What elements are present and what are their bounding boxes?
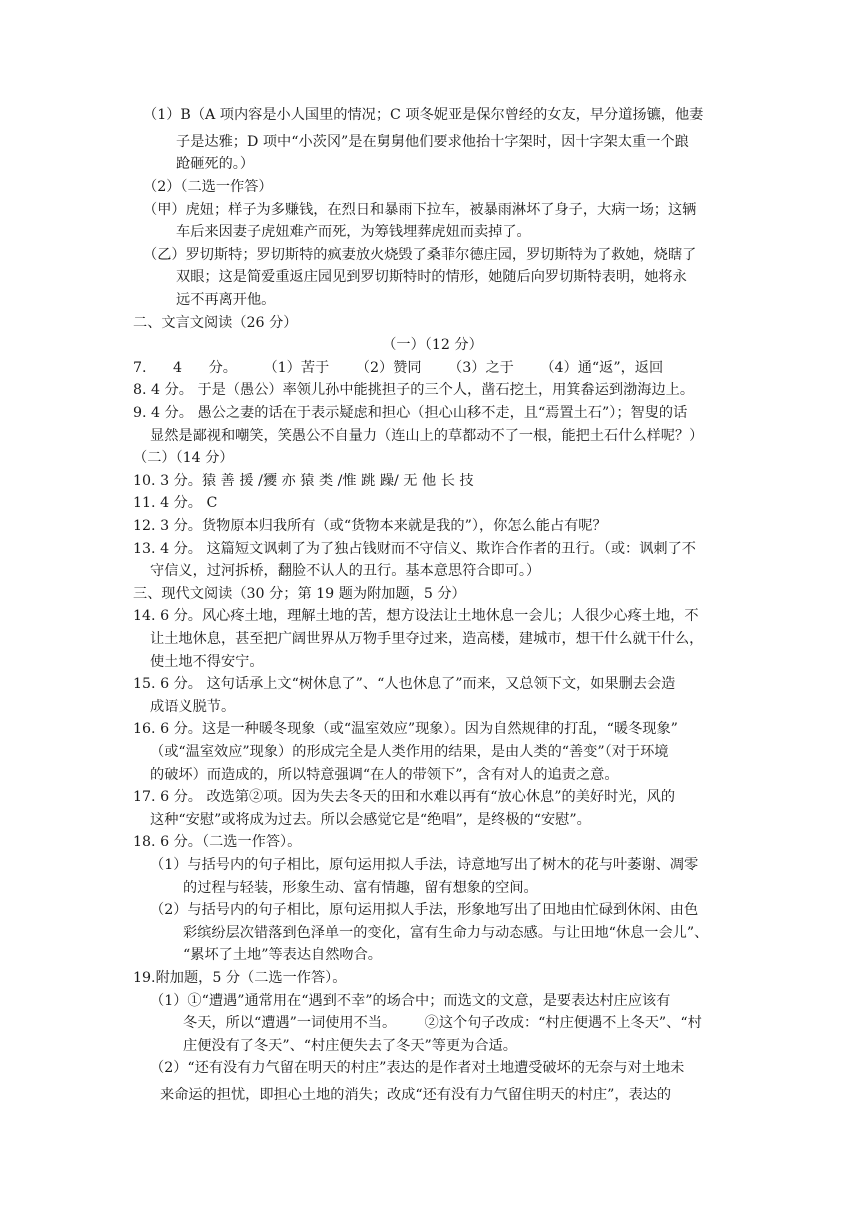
text-line: 11. 4 分。 C <box>133 495 218 511</box>
text-line: （2）与括号内的句子相比，原句运用拟人手法，形象地写出了田地由忙碌到休闲、由色 <box>150 902 699 918</box>
text-line: 使土地不得安宁。 <box>150 654 264 670</box>
subsection-heading: （一）（12 分） <box>382 337 483 353</box>
text-line: 10. 3 分。猿 善 援 /獿 亦 猿 类 /惟 跳 躁/ 无 他 长 技 <box>133 473 474 489</box>
text-line: 冬天，所以“遭遇”一词使用不当。 ②这个句子改成：“村庄便遇不上冬天”、“村 <box>183 1015 702 1031</box>
text-line: 7. 4 分。 （1）苦于 （2）赞同 （3）之于 （4）通“返”，返回 <box>133 360 664 376</box>
text-line: 的过程与轻装，形象生动、富有情趣，留有想象的空间。 <box>183 880 538 896</box>
text-line: （甲）虎妞；样子为多赚钱，在烈日和暴雨下拉车，被暴雨淋坏了身子，大病一场；这辆 <box>143 202 697 218</box>
text-line: 的破坏）而造成的，所以特意强调“在人的带领下”，含有对人的追责之意。 <box>150 767 619 783</box>
text-line: 14. 6 分。风心疼土地，理解土地的苦，想方设法让土地休息一会儿；人很少心疼土地，不 <box>133 608 699 624</box>
text-line: 8. 4 分。 于是（愚公）率领儿孙中能挑担子的三个人，凿石挖土，用箕畚运到渤海边上。 <box>133 382 695 398</box>
text-line: “累坏了土地”等表达自然吻合。 <box>183 947 382 963</box>
text-line: （1）B（A 项内容是小人国里的情况；C 项冬妮亚是保尔曾经的女友，早分道扬镳，他妻 <box>143 107 704 123</box>
text-line: 彩缤纷层次错落到色泽单一的变化，富有生命力与动态感。与让田地“休息一会儿”、 <box>183 925 709 941</box>
text-line: 远不再离开他。 <box>176 292 276 308</box>
text-line: 子是达雅；D 项中“小茨冈”是在舅舅他们要求他抬十字架时，因十字架太重一个踉 <box>176 134 689 150</box>
text-line: 17. 6 分。 改选第②项。因为失去冬天的田和水难以再有“放心休息”的美好时光，风的 <box>133 789 676 805</box>
text-line: （或“温室效应”现象）的形成完全是人类作用的结果，是由人类的“善变”（对于环境 <box>150 744 669 760</box>
text-line: 19.附加题，5 分（二选一作答）。 <box>133 970 347 986</box>
text-line: 成语义脱节。 <box>150 699 236 715</box>
text-line: 12. 3 分。货物原本归我所有（或“货物本来就是我的”），你怎么能占有呢？ <box>133 518 607 534</box>
text-line: 双眼；这是简爱重返庄园见到罗切斯特时的情形，她随后向罗切斯特表明，她将永 <box>176 269 687 285</box>
section-heading: 三、现代文阅读（30 分；第 19 题为附加题，5 分） <box>133 586 466 602</box>
text-line: 车后来因妻子虎妞难产而死，为筹钱埋葬虎妞而卖掉了。 <box>176 224 531 240</box>
text-line: （1）与括号内的句子相比，原句运用拟人手法，诗意地写出了树木的花与叶萎谢、凋零 <box>150 857 699 873</box>
text-line: （2）（二选一作答） <box>143 179 273 195</box>
text-line: 显然是鄙视和嘲笑，笑愚公不自量力（连山上的草都动不了一根，能把土石什么样呢？） <box>150 428 704 444</box>
text-line: （2）“还有没有力气留在明天的村庄”表达的是作者对土地遭受破坏的无奈与对土地未 <box>150 1060 685 1076</box>
text-line: 守信义，过河拆桥，翻脸不认人的丑行。基本意思符合即可。） <box>150 563 541 579</box>
section-heading: 二、文言文阅读（26 分） <box>133 315 298 331</box>
text-line: 来命运的担忧，即担心土地的消失；改成“还有没有力气留住明天的村庄”，表达的 <box>160 1087 672 1103</box>
text-line: 庄便没有了冬天”、“村庄便失去了冬天”等更为合适。 <box>183 1038 517 1054</box>
text-line: 18. 6 分。（二选一作答）。 <box>133 834 302 850</box>
text-line: 跄砸死的。） <box>176 156 255 172</box>
text-line: 13. 4 分。 这篇短文讽刺了为了独占钱财而不守信义、欺诈合作者的丑行。（或：讽刺了不 <box>133 541 696 557</box>
text-line: 16. 6 分。这是一种暖冬现象（或“温室效应”现象）。因为自然规律的打乱，“暖冬现象” <box>133 721 678 737</box>
text-line: （1）①“遭遇”通常用在“遇到不幸”的场合中；而选文的文意，是要表达村庄应该有 <box>150 993 671 1009</box>
text-line: 这种“安慰”或将成为过去。所以会感觉它是“绝唱”，是终极的“安慰”。 <box>150 812 591 828</box>
subsection-heading: （二）（14 分） <box>133 450 234 466</box>
text-line: （乙）罗切斯特；罗切斯特的疯妻放火烧毁了桑菲尔德庄园，罗切斯特为了救她，烧瞎了 <box>143 247 697 263</box>
text-line: 让土地休息，甚至把广阔世界从万物手里夺过来，造高楼，建城市，想干什么就干什么， <box>150 631 704 647</box>
text-line: 9. 4 分。 愚公之妻的话在于表示疑虑和担心（担心山移不走，且“焉置土石”）；智叟的话 <box>133 405 688 421</box>
text-line: 15. 6 分。 这句话承上文“树休息了”、“人也休息了”而来，又总领下文，如果删去会造 <box>133 676 676 692</box>
